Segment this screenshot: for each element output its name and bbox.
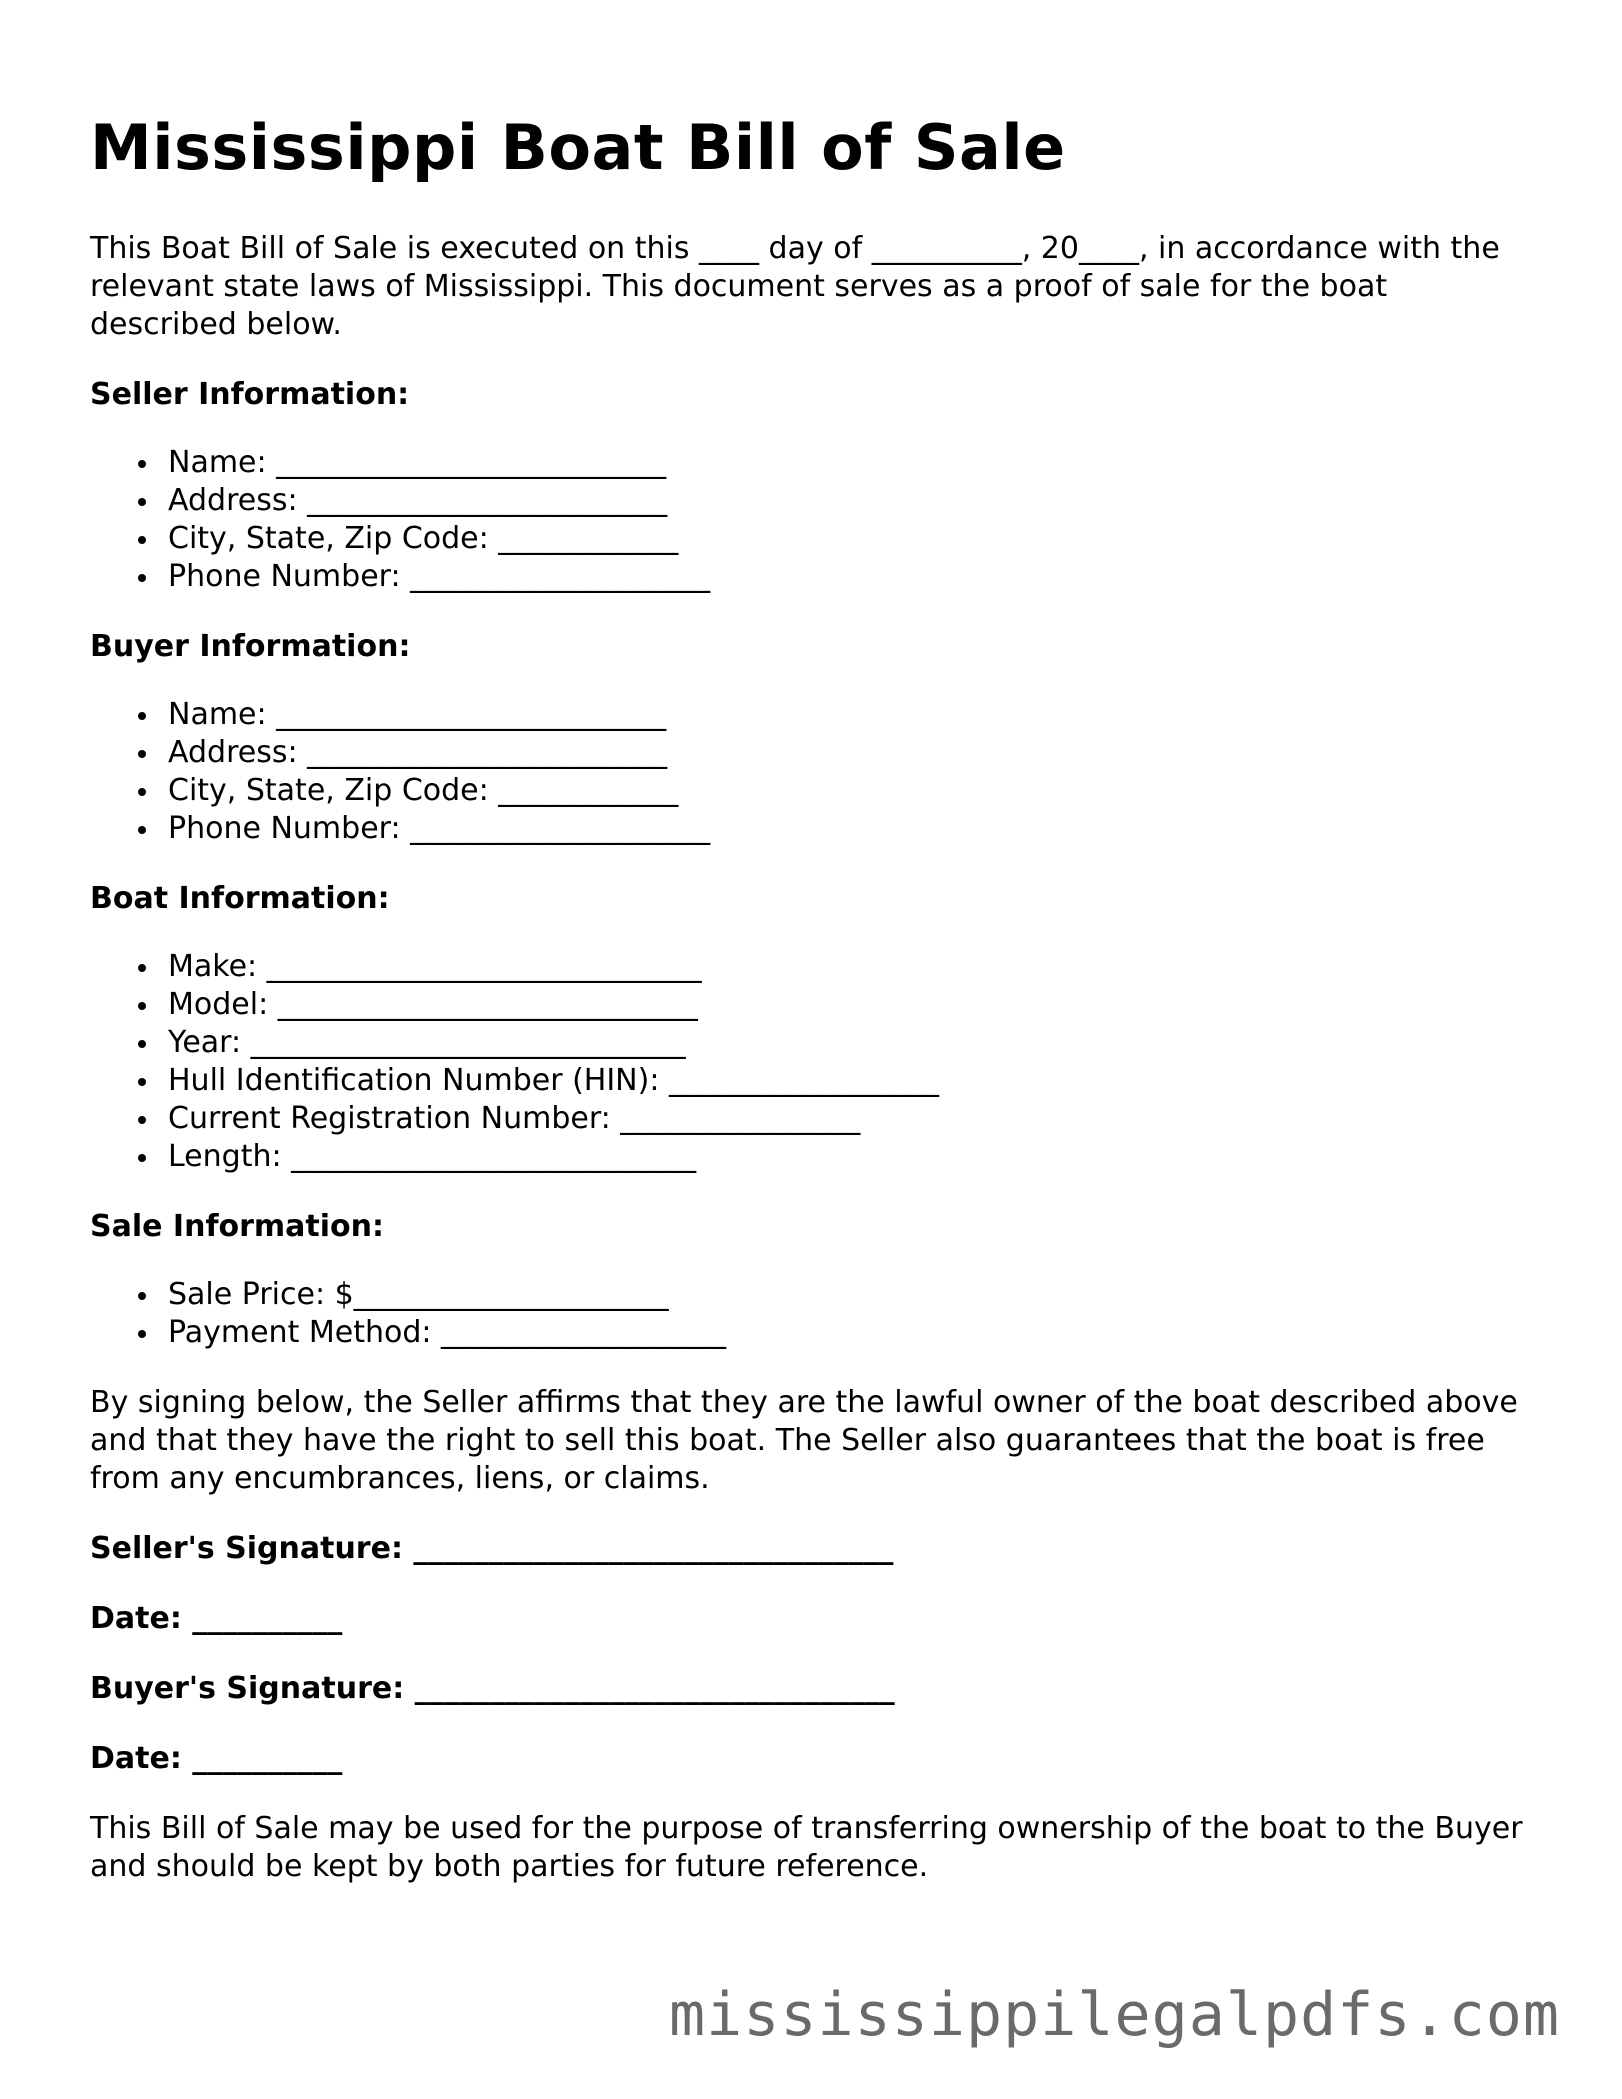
payment-method-field: Payment Method: ___________________ (168, 1314, 1530, 1352)
buyer-address-field: Address: ________________________ (168, 734, 1530, 772)
document-title: Mississippi Boat Bill of Sale (90, 111, 1066, 184)
seller-section-heading: Seller Information: (90, 377, 410, 412)
closing-paragraph: This Bill of Sale may be used for the purpose of transferring ownership of the boat to the Buyer and should be kept by both parties for future reference. (90, 1811, 1523, 1884)
boat-make-field: Make: _____________________________ (168, 948, 1530, 986)
boat-model-field: Model: ____________________________ (168, 986, 1530, 1024)
watermark-text: mississippilegalpdfs.com (669, 1980, 1560, 2050)
buyer-info-list (90, 696, 1530, 848)
sale-info-list (90, 1276, 1530, 1352)
seller-phone-field: Phone Number: ____________________ (168, 558, 1530, 596)
buyer-name-field: Name: __________________________ (168, 696, 1530, 734)
seller-info-list (90, 444, 1530, 596)
boat-length-field: Length: ___________________________ (168, 1138, 1530, 1176)
buyer-section-heading: Buyer Information: (90, 629, 411, 664)
buyer-phone-field: Phone Number: ____________________ (168, 810, 1530, 848)
boat-year-field: Year: _____________________________ (168, 1024, 1530, 1062)
seller-signature-line: Seller's Signature: ________________________________ (90, 1531, 894, 1566)
seller-name-field: Name: __________________________ (168, 444, 1530, 482)
intro-paragraph: This Boat Bill of Sale is executed on this ____ day of __________, 20____, in accordance with the relevant state laws of Mississippi. This document serves as a proof of sale for the boat described below. (90, 231, 1500, 342)
boat-registration-field: Current Registration Number: ________________ (168, 1100, 1530, 1138)
affirmation-paragraph: By signing below, the Seller affirms that they are the lawful owner of the boat described above and that they have the right to sell this boat. The Seller also guarantees that the boat is free from any encumbrances, liens, or claims. (90, 1385, 1518, 1496)
buyer-signature-line: Buyer's Signature: ________________________________ (90, 1671, 895, 1706)
boat-section-heading: Boat Information: (90, 881, 390, 916)
buyer-city-state-zip-field: City, State, Zip Code: ____________ (168, 772, 1530, 810)
boat-hin-field: Hull Identification Number (HIN): __________________ (168, 1062, 1530, 1100)
seller-date-line: Date: __________ (90, 1601, 343, 1636)
sale-section-heading: Sale Information: (90, 1209, 384, 1244)
document-page (90, 108, 1530, 1886)
seller-address-field: Address: ________________________ (168, 482, 1530, 520)
buyer-date-line: Date: __________ (90, 1741, 343, 1776)
sale-price-field: Sale Price: $_____________________ (168, 1276, 1530, 1314)
boat-info-list (90, 948, 1530, 1176)
seller-city-state-zip-field: City, State, Zip Code: ____________ (168, 520, 1530, 558)
